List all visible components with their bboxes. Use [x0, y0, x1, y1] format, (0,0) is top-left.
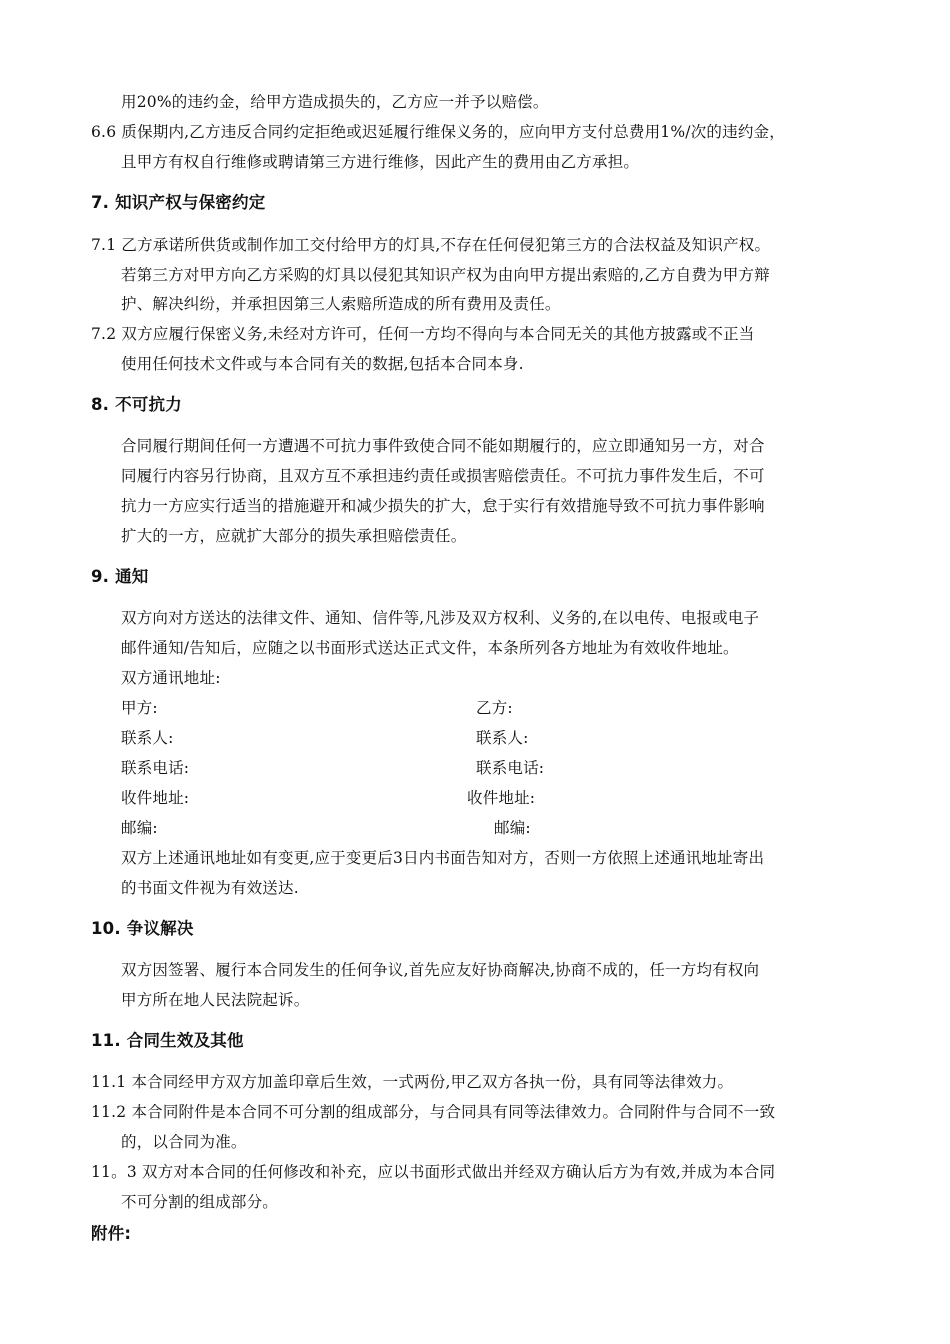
section-10-line-1: 双方因签署、履行本合同发生的任何争议,首先应友好协商解决,协商不成的，任一方均有权向 — [121, 961, 760, 979]
clause-7-2-line-1: 7.2 双方应履行保密义务,未经对方许可，任何一方均不得向与本合同无关的其他方披露或不正当 — [91, 325, 755, 343]
party-a-label: 甲方: — [121, 699, 158, 717]
section-9-line-1: 双方向对方送达的法律文件、通知、信件等,凡涉及双方权利、义务的,在以电传、电报或电子 — [121, 609, 760, 627]
section-8-line-3: 抗力一方应实行适当的措施避开和减少损失的扩大，怠于实行有效措施导致不可抗力事件影响 — [121, 497, 765, 515]
clause-7-2-line-2: 使用任何技术文件或与本合同有关的数据,包括本合同本身. — [121, 355, 524, 373]
clause-11-1: 11.1 本合同经甲方双方加盖印章后生效，一式两份,甲乙双方各执一份，具有同等法律效力。 — [91, 1073, 734, 1091]
clause-7-1-line-1: 7.1 乙方承诺所供货或制作加工交付给甲方的灯具,不存在任何侵犯第三方的合法权益及知识产权。 — [91, 236, 771, 254]
section-9-line-2: 邮件通知/告知后，应随之以书面形式送达正式文件，本条所列各方地址为有效收件地址。 — [121, 639, 739, 657]
section-8-heading: 8. 不可抗力 — [91, 395, 182, 414]
clause-6-6-line-2: 且甲方有权自行维修或聘请第三方进行维修，因此产生的费用由乙方承担。 — [121, 153, 640, 171]
clause-11-2-line-2: 的，以合同为准。 — [121, 1133, 247, 1151]
section-10-line-2: 甲方所在地人民法院起诉。 — [121, 991, 310, 1009]
contact-a-label: 联系人: — [121, 729, 174, 747]
phone-b-label: 联系电话: — [476, 759, 545, 777]
clause-6-5-continuation: 用20%的违约金，给甲方造成损失的，乙方应一并予以赔偿。 — [121, 93, 549, 111]
section-11-heading: 11. 合同生效及其他 — [91, 1031, 244, 1050]
clause-11-3-line-2: 不可分割的组成部分。 — [121, 1193, 279, 1211]
clause-7-1-line-2: 若第三方对甲方向乙方采购的灯具以侵犯其知识产权为由向甲方提出索赔的,乙方自费为甲方辩 — [121, 266, 770, 284]
section-8-line-2: 同履行内容另行协商，且双方互不承担违约责任或损害赔偿责任。不可抗力事件发生后，不可 — [121, 467, 765, 485]
clause-7-1-line-3: 护、解决纠纷，并承担因第三人索赔所造成的所有费用及责任。 — [121, 295, 561, 313]
section-7-heading: 7. 知识产权与保密约定 — [91, 193, 266, 212]
address-b-label: 收件地址: — [467, 789, 536, 807]
attachment-heading: 附件: — [91, 1224, 132, 1243]
section-9-line-3: 双方上述通讯地址如有变更,应于变更后3日内书面告知对方，否则一方依照上述通讯地址寄出 — [121, 849, 765, 867]
party-b-label: 乙方: — [476, 699, 513, 717]
clause-11-2-line-1: 11.2 本合同附件是本合同不可分割的组成部分，与合同具有同等法律效力。合同附件与合同不一致 — [91, 1103, 776, 1121]
phone-a-label: 联系电话: — [121, 759, 190, 777]
zip-a-label: 邮编: — [121, 819, 158, 837]
section-8-line-4: 扩大的一方，应就扩大部分的损失承担赔偿责任。 — [121, 527, 467, 545]
section-9-line-4: 的书面文件视为有效送达. — [121, 879, 299, 897]
contact-b-label: 联系人: — [476, 729, 529, 747]
zip-b-label: 邮编: — [494, 819, 531, 837]
section-9-heading: 9. 通知 — [91, 567, 149, 586]
clause-11-3-line-1: 11。3 双方对本合同的任何修改和补充，应以书面形式做出并经双方确认后方为有效,并成为本合同 — [91, 1163, 776, 1181]
section-8-line-1: 合同履行期间任何一方遭遇不可抗力事件致使合同不能如期履行的，应立即通知另一方，对合 — [121, 437, 765, 455]
clause-6-6-line-1: 6.6 质保期内,乙方违反合同约定拒绝或迟延履行维保义务的，应向甲方支付总费用1%/次的违约金， — [91, 123, 785, 141]
address-a-label: 收件地址: — [121, 789, 190, 807]
address-title: 双方通讯地址: — [121, 669, 221, 687]
section-10-heading: 10. 争议解决 — [91, 919, 194, 938]
